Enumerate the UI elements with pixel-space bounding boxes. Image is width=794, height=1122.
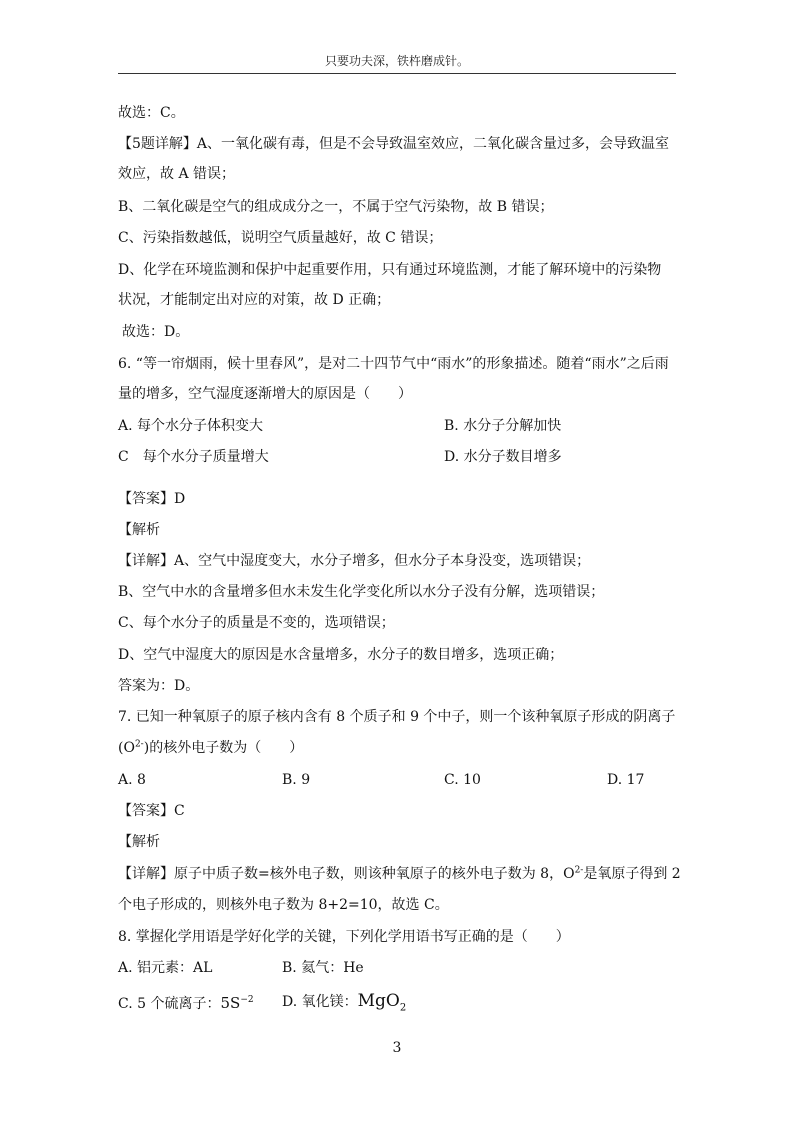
- q6-option-a: A. 每个水分子体积变大: [118, 418, 264, 434]
- q7-analysis-heading: 【解析: [118, 834, 160, 850]
- text-line: 故选：C。: [118, 105, 185, 121]
- q6-analysis-heading: 【解析: [118, 522, 160, 538]
- page-number: 3: [392, 1040, 402, 1056]
- question-6-stem: 量的增多，空气湿度逐渐增大的原因是（ ）: [118, 386, 412, 402]
- q8-option-b: B. 氦气：He: [282, 960, 364, 976]
- text-line: D、化学在环境监测和保护中起重要作用，只有通过环境监测，才能了解环境中的污染物: [118, 262, 662, 278]
- text-line: 【5题详解】A、一氧化碳有毒，但是不会导致温室效应，二氧化碳含量过多，会导致温室: [118, 136, 670, 152]
- q6-option-c: C 每个水分子质量增大: [118, 449, 269, 465]
- page-header: 只要功夫深，铁杵磨成针。: [324, 54, 469, 68]
- q6-option-d: D. 水分子数目增多: [444, 449, 562, 465]
- text-line: 故选：D。: [122, 324, 190, 340]
- q7-option-c: C. 10: [444, 772, 481, 788]
- question-7-stem: 7. 已知一种氧原子的原子核内含有 8 个质子和 9 个中子，则一个该种氧原子形成的阴离子: [118, 709, 676, 725]
- text-line: B、二氧化碳是空气的组成成分之一，不属于空气污染物，故 B 错误；: [118, 199, 554, 215]
- text-line: 【详解】原子中质子数=核外电子数，则该种氧原子的核外电子数为 8，$O^{2-}$是氧原子得到 2: [118, 865, 681, 882]
- question-7-stem: $(O^{2-})$的核外电子数为（ ）: [118, 739, 304, 756]
- text-line: 状况，才能制定出对应的对策，故 D 正确；: [118, 292, 391, 308]
- q8-option-c: C. 5 个硫离子：$5S^{-2}$: [118, 994, 254, 1012]
- header-rule: [118, 73, 676, 74]
- q8-option-d: D. 氧化镁：MgO$_2$: [282, 991, 407, 1014]
- q7-option-b: B. 9: [282, 772, 311, 788]
- q6-option-b: B. 水分子分解加快: [444, 418, 562, 434]
- text-line: C、每个水分子的质量是不变的，选项错误；: [118, 615, 395, 631]
- text-line: 【详解】A、空气中湿度变大，水分子增多，但水分子本身没变，选项错误；: [118, 553, 591, 569]
- q8-option-a: A. 铝元素：AL: [118, 960, 213, 976]
- question-8-stem: 8. 掌握化学用语是学好化学的关键，下列化学用语书写正确的是（ ）: [118, 929, 570, 945]
- text-line: C、污染指数越低，说明空气质量越好，故 C 错误；: [118, 230, 443, 246]
- q7-answer: 【答案】C: [118, 803, 185, 819]
- text-line: 效应，故 A 错误；: [118, 166, 236, 182]
- q7-option-a: A. 8: [118, 772, 146, 788]
- q7-option-d: D. 17: [607, 772, 645, 788]
- text-line: D、空气中湿度大的原因是水含量增多，水分子的数目增多，选项正确；: [118, 647, 564, 663]
- q6-answer: 【答案】D: [118, 491, 186, 507]
- question-6-stem: 6. “等一帘烟雨，候十里春风”，是对二十四节气中“雨水”的形象描述。随着“雨水”之后雨: [118, 356, 669, 372]
- text-line: B、空气中水的含量增多但水未发生化学变化所以水分子没有分解，选项错误；: [118, 584, 605, 600]
- text-line: 个电子形成的，则核外电子数为 8+2=10，故选 C。: [118, 897, 449, 913]
- text-line: 答案为：D。: [118, 678, 200, 694]
